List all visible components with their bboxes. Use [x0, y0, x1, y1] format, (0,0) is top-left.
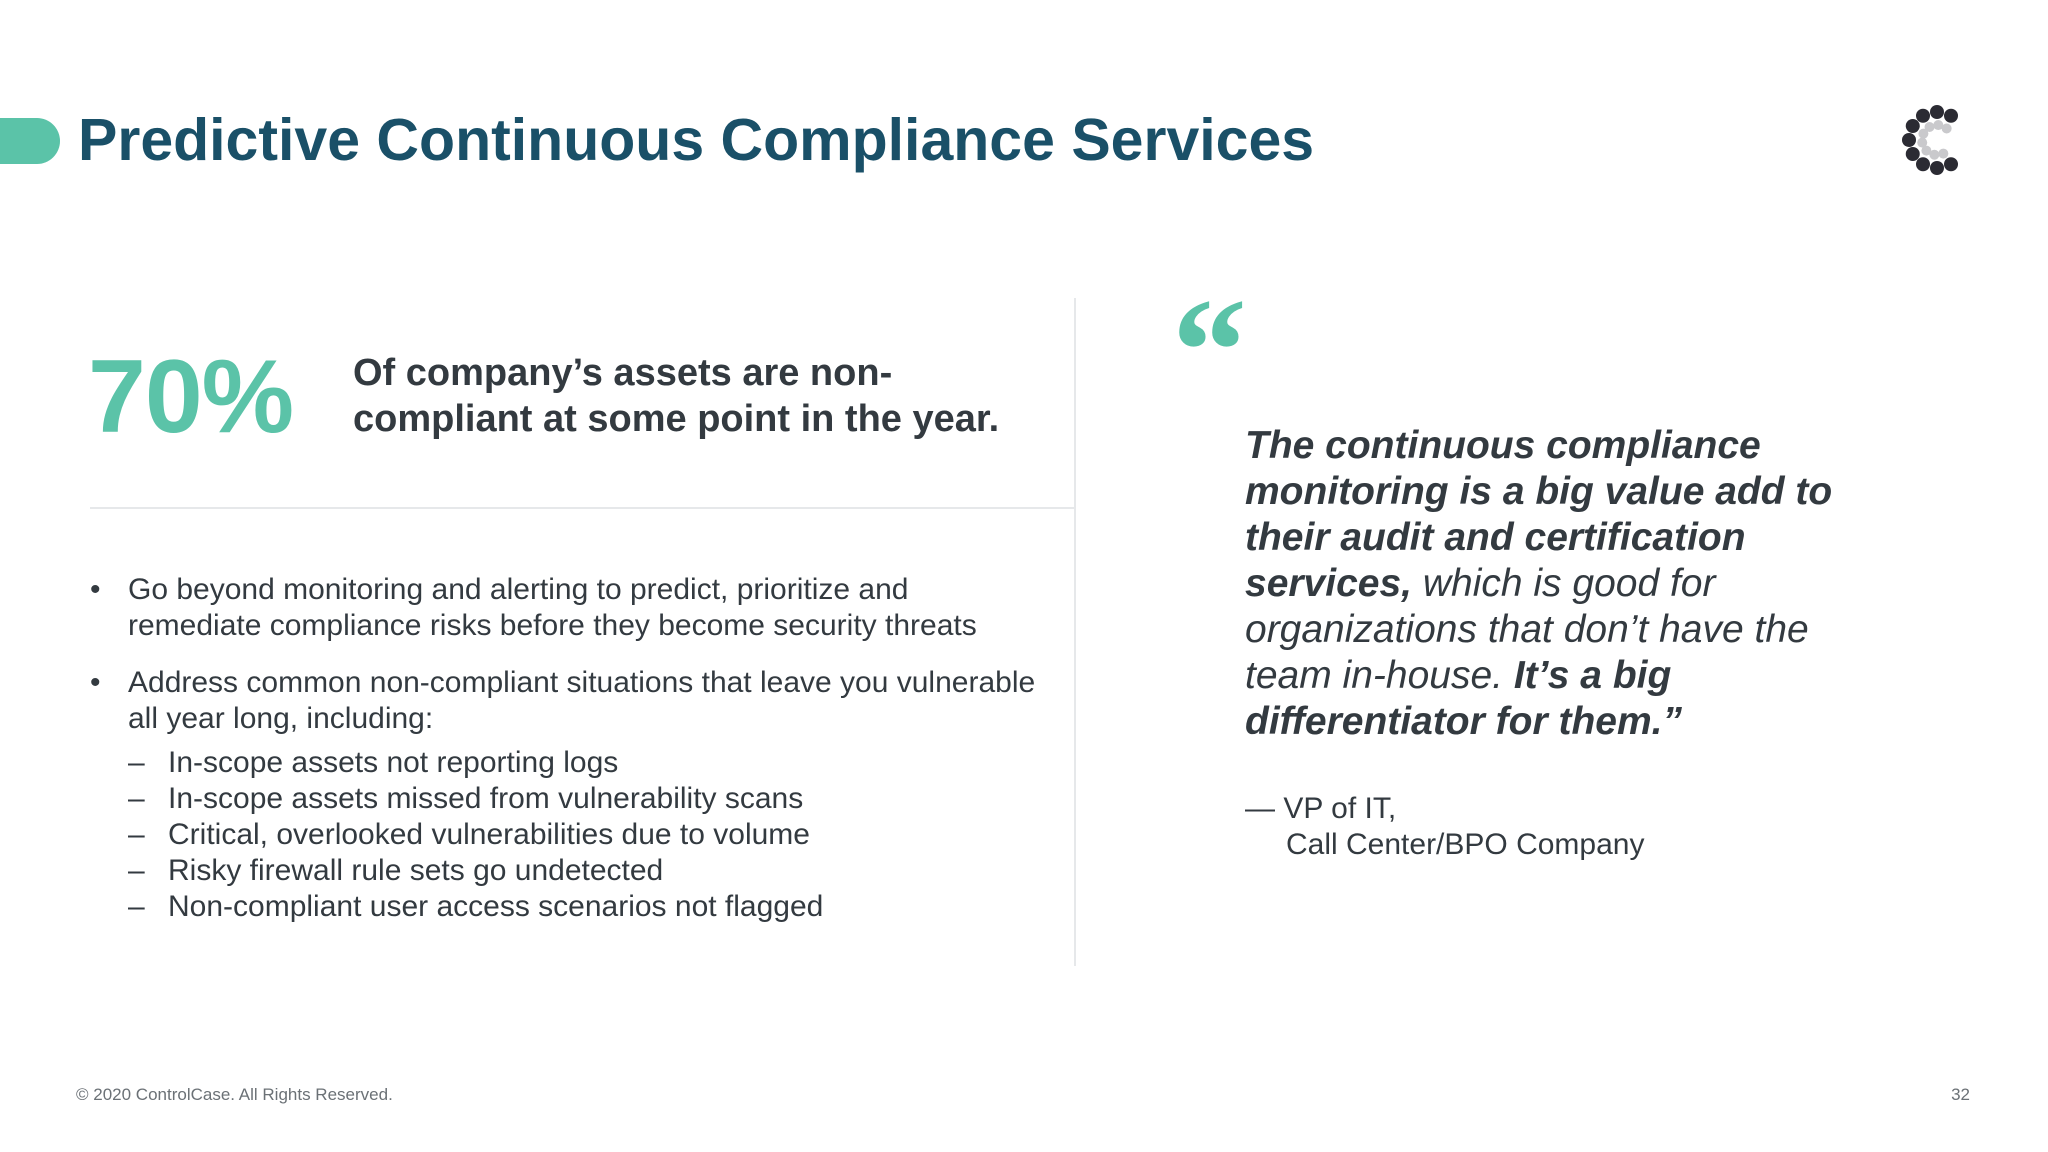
sub-bullet-text: Non-compliant user access scenarios not flagged	[168, 890, 824, 923]
page-title: Predictive Continuous Compliance Services	[78, 107, 1315, 173]
sub-list-item	[128, 745, 1050, 781]
title-accent-pill	[0, 118, 60, 164]
logo-dot	[1916, 109, 1930, 123]
quote-bold-text-end: It’s a big differentiator for them.”	[1245, 654, 1682, 743]
list-item	[90, 665, 1050, 925]
dash-icon: –	[128, 854, 145, 887]
testimonial-quote	[1245, 423, 1885, 745]
dash-icon: –	[128, 746, 145, 779]
sub-list-item	[128, 889, 1050, 925]
stat-value: 70%	[88, 339, 294, 455]
vertical-divider	[1074, 298, 1076, 966]
stat-description: Of company’s assets are non-compliant at some point in the year.	[353, 352, 1000, 440]
page-number: 32	[1951, 1085, 1970, 1104]
attribution-role: — VP of IT,	[1245, 792, 1397, 825]
list-item	[90, 572, 1050, 644]
logo-dot	[1930, 161, 1944, 175]
sub-bullet-text: Risky firewall rule sets go undetected	[168, 854, 664, 887]
bullet-text: Go beyond monitoring and alerting to predict, prioritize and remediate compliance risks before they become security threats	[128, 573, 977, 642]
sub-list-item	[128, 817, 1050, 853]
logo-dot-inner	[1933, 120, 1943, 130]
horizontal-divider	[90, 507, 1074, 509]
bullet-icon: •	[90, 573, 101, 606]
sub-bullet-list	[128, 745, 1050, 925]
quote-mark-icon: “	[1172, 268, 1247, 434]
copyright-text: © 2020 ControlCase. All Rights Reserved.	[76, 1085, 393, 1104]
logo-dot	[1930, 105, 1944, 119]
controlcase-logo-icon	[1897, 100, 1977, 180]
attribution-company: Call Center/BPO Company	[1286, 828, 1645, 861]
sub-bullet-text: In-scope assets not reporting logs	[168, 746, 619, 779]
logo-dot	[1916, 157, 1930, 171]
dash-icon: –	[128, 890, 145, 923]
bullet-list	[90, 572, 1050, 946]
logo-dot-inner	[1938, 149, 1948, 159]
logo-dot	[1944, 157, 1958, 171]
dash-icon: –	[128, 818, 145, 851]
quote-attribution	[1245, 791, 1644, 863]
quote-bold-text: The continuous compliance monitoring is a big value add to their audit and certification services,	[1245, 424, 1833, 605]
sub-list-item	[128, 781, 1050, 817]
sub-bullet-text: In-scope assets missed from vulnerability scans	[168, 782, 804, 815]
quote-regular-text: which is good for organizations that don’t have the team in-house.	[1245, 562, 1809, 697]
logo-dot	[1906, 147, 1920, 161]
logo-dot	[1944, 109, 1958, 123]
bullet-icon: •	[90, 666, 101, 699]
sub-list-item	[128, 853, 1050, 889]
logo-dot	[1902, 133, 1916, 147]
bullet-text: Address common non-compliant situations that leave you vulnerable all year long, including:	[128, 666, 1036, 735]
logo-dot	[1906, 119, 1920, 133]
logo-dot-inner	[1929, 150, 1939, 160]
sub-bullet-text: Critical, overlooked vulnerabilities due to volume	[168, 818, 810, 851]
dash-icon: –	[128, 782, 145, 815]
logo-dot-inner	[1918, 129, 1928, 139]
